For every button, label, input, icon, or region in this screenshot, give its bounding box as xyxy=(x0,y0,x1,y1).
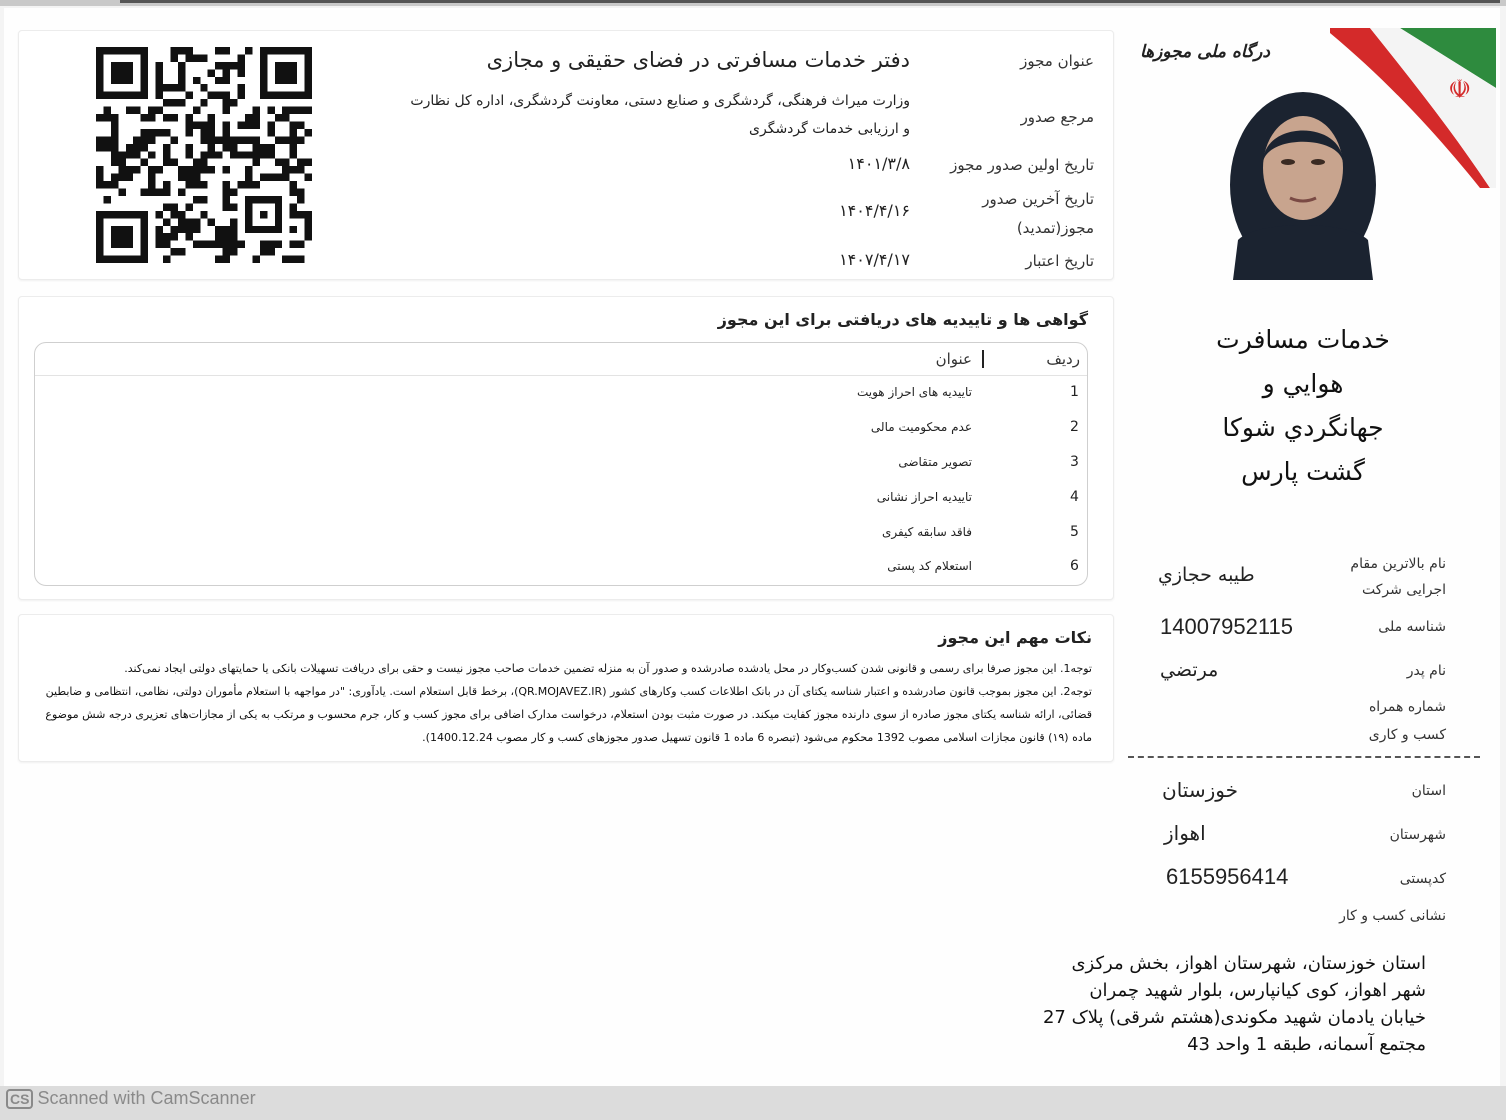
col-header-row: ردیف xyxy=(1046,350,1080,368)
company-name-line4: گشت پارس xyxy=(1241,457,1365,486)
license-title-label: عنوان مجوز xyxy=(1020,52,1094,70)
col-divider xyxy=(982,350,984,368)
last-issue-date-label-line2: مجوز(تمدید) xyxy=(1016,219,1094,237)
address-line3: خیابان یادمان شهید مکوندی(هشتم شرقی) پلاک 27 xyxy=(1042,1007,1426,1028)
table-row-title: تاییدیه احراز نشانی xyxy=(876,490,972,504)
first-issue-date-label: تاریخ اولین صدور مجوز xyxy=(950,156,1094,174)
camscanner-text: Scanned with CamScanner xyxy=(37,1088,256,1108)
ceo-label-line1: نام بالاترین مقام xyxy=(1350,556,1446,572)
table-row-num: 2 xyxy=(1070,419,1079,435)
note-1: توجه1. این مجوز صرفا برای رسمی و قانونی شدن کسب‌وکار در محل یادشده صادرشده و صدور آن به منزله تضمین خدمات صاحب مجوز نیست و حقی برای دریافت تسهیلات بانکی یا حمایتهای دولتی ایجاد نمی‌کند. xyxy=(124,662,1092,675)
first-issue-date-value: ۱۴۰۱/۳/۸ xyxy=(847,154,910,173)
mobile-label-line2: کسب و کاری xyxy=(1368,727,1446,743)
father-name-label: نام پدر xyxy=(1406,663,1446,679)
mobile-label-line1: شماره همراه xyxy=(1368,699,1446,715)
company-name-line1: خدمات مسافرت xyxy=(1216,325,1390,354)
validity-date-value: ۱۴۰۷/۴/۱۷ xyxy=(839,250,910,269)
table-row-title: تصویر متقاضی xyxy=(898,455,972,469)
address-line2: شهر اهواز، کوی کیانپارس، بلوار شهید چمران xyxy=(1089,980,1426,1001)
company-name-line2: هوايي و xyxy=(1262,369,1344,398)
table-row-num: 1 xyxy=(1070,384,1079,400)
camscanner-logo-icon: CS xyxy=(6,1089,33,1109)
camscanner-watermark xyxy=(6,1088,256,1109)
father-name-value: مرتضي xyxy=(1160,659,1219,681)
company-name-line3: جهانگردي شوكا xyxy=(1222,413,1384,442)
validity-date-label: تاریخ اعتبار xyxy=(1025,252,1094,270)
certificates-title: گواهی ها و تاییدیه های دریافتی برای این مجوز xyxy=(717,310,1088,329)
company-name xyxy=(1160,318,1446,494)
col-header-title: عنوان xyxy=(935,350,972,368)
table-row-title: استعلام کد پستی xyxy=(887,559,972,573)
license-title-value: دفتر خدمات مسافرتی در فضای حقیقی و مجازی xyxy=(486,48,910,72)
address-line1: استان خوزستان، شهرستان اهواز، بخش مرکزی xyxy=(1071,953,1426,974)
section-divider xyxy=(1128,756,1480,758)
note-4: ماده (۱۹) قانون مجازات اسلامی مصوب 1392 محکوم می‌شود (تبصره 6 ماده 1 قانون تسهیل صدور مجوزهای کسب و کار مصوب 1400.12.24). xyxy=(422,731,1092,744)
national-id-value: 14007952115 xyxy=(1160,614,1293,639)
province-value: خوزستان xyxy=(1162,778,1238,802)
top-scan-edge xyxy=(0,0,1506,6)
national-id-label: شناسه ملی xyxy=(1378,619,1446,635)
table-row-title: فاقد سابقه کیفری xyxy=(881,525,972,539)
table-row-num: 3 xyxy=(1070,454,1079,470)
table-row-title: عدم محکومیت مالی xyxy=(870,420,972,434)
postal-code-label: کدپستی xyxy=(1399,871,1446,887)
qr-code[interactable] xyxy=(96,44,312,266)
table-row-num: 4 xyxy=(1070,489,1079,505)
city-value: اهواز xyxy=(1164,821,1206,845)
issuer-label: مرجع صدور xyxy=(1020,108,1094,126)
table-row-title: تاییدیه های احراز هویت xyxy=(856,385,972,399)
owner-photo xyxy=(1228,90,1378,280)
city-label: شهرستان xyxy=(1389,827,1446,843)
issuer-value-line1: وزارت میراث فرهنگی، گردشگری و صنایع دستی، معاونت گردشگری، اداره کل نظارت xyxy=(410,93,910,109)
notes-title: نکات مهم این مجوز xyxy=(938,628,1092,647)
ceo-label-line2: اجرایی شرکت xyxy=(1361,582,1446,598)
business-address xyxy=(1040,950,1426,1058)
table-row-num: 6 xyxy=(1070,558,1079,574)
issuer-value-line2: و ارزیابی خدمات گردشگری xyxy=(749,121,910,137)
province-label: استان xyxy=(1411,783,1446,799)
last-issue-date-value: ۱۴۰۴/۴/۱۶ xyxy=(839,201,910,220)
ceo-value: طیبه حجازي xyxy=(1158,564,1255,586)
note-3: قضائی، ارائه شناسه یکتای مجوز صادره از سوی دارنده مجوز کفایت میکند. در صورت مثبت بودن استعلام، درخواست مدارک اضافی برای مجوز کسب و کار، جرم محسوب و مرتکب به یکی از مجازات‌های تعزیری درجه شش موضوع xyxy=(45,708,1092,721)
postal-code-value: 6155956414 xyxy=(1166,864,1289,889)
address-line4: مجتمع آسمانه، طبقه 1 واحد 43 xyxy=(1187,1034,1426,1055)
note-2: توجه2. این مجوز بموجب قانون صادرشده و اعتبار شناسه یکتای آن در بانک اطلاعات کسب وکارهای کشور (QR.MOJAVEZ.IR)، برخط قابل استعلام است. یادآوری: "در مواجهه با استعلام مأموران دولتی، نظامی، انتظامی و ضابطین xyxy=(45,685,1092,698)
address-label: نشانی کسب و کار xyxy=(1339,908,1446,924)
last-issue-date-label-line1: تاریخ آخرین صدور xyxy=(982,190,1094,208)
portal-logo: درگاه ملی مجوزها xyxy=(1140,42,1270,62)
svg-text:☫: ☫ xyxy=(1448,75,1472,105)
table-row-num: 5 xyxy=(1070,524,1079,540)
